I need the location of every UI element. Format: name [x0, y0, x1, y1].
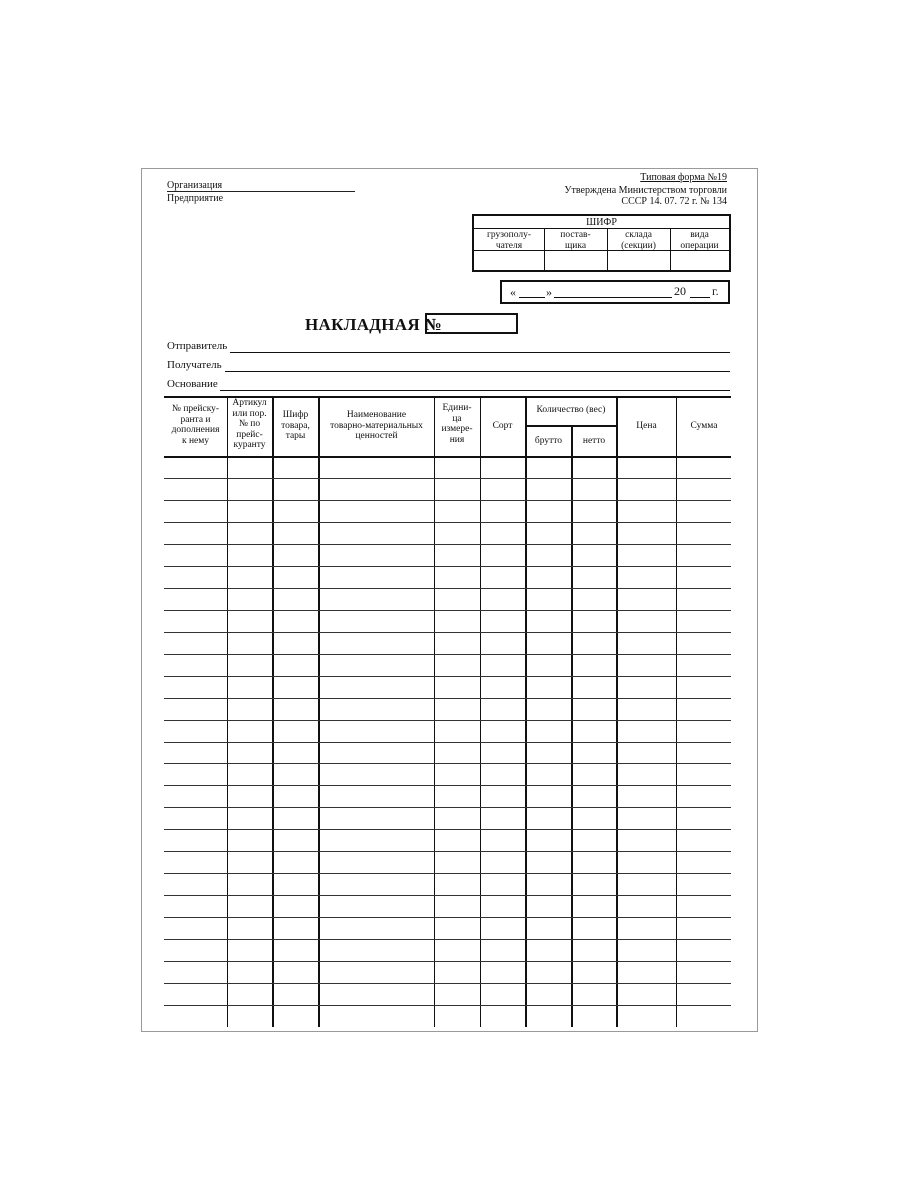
- organization-field: [167, 180, 355, 192]
- table-row: [164, 873, 731, 874]
- date-close-quote: »: [546, 285, 552, 299]
- code-col-consignee: грузополу- чателя: [486, 230, 532, 251]
- date-year-prefix: 20: [674, 284, 686, 298]
- sender-label: Отправитель: [167, 340, 228, 352]
- table-row: [164, 785, 731, 786]
- code-box-title: ШИФР: [586, 217, 617, 228]
- header-grade: Сорт: [492, 421, 513, 431]
- code-col-warehouse: склада (секции): [621, 230, 656, 251]
- date-day-line: [519, 297, 545, 298]
- enterprise-label: Предприятие: [167, 193, 224, 204]
- code-col-supplier: постав- щика: [560, 230, 591, 251]
- header-sum: Сумма: [690, 421, 718, 431]
- table-row: [164, 632, 731, 633]
- table-row: [164, 544, 731, 545]
- form-type-label: Типовая форма №19: [640, 172, 727, 183]
- receiver-label: Получатель: [167, 359, 222, 371]
- table-row: [164, 566, 731, 567]
- document-number-box: [425, 313, 518, 334]
- header-price-list-no: № прейску- ранта и дополнения к нему: [171, 404, 220, 446]
- receiver-line: [225, 371, 730, 372]
- basis-label: Основание: [167, 378, 218, 390]
- table-row: [164, 720, 731, 721]
- table-row: [164, 610, 731, 611]
- table-row: [164, 478, 731, 479]
- table-row: [164, 939, 731, 940]
- date-year-line: [690, 297, 710, 298]
- quantity-subheader-divider: [525, 425, 617, 427]
- approval-line-1: Утверждена Министерством торговли: [564, 185, 727, 196]
- sender-line: [230, 352, 730, 353]
- table-row: [164, 522, 731, 523]
- table-col-divider: [571, 425, 573, 1027]
- table-row: [164, 829, 731, 830]
- goods-table: [164, 396, 731, 1027]
- header-gross: брутто: [534, 436, 563, 446]
- table-row: [164, 1005, 731, 1006]
- approval-line-2: СССР 14. 07. 72 г. № 134: [621, 196, 727, 207]
- table-row: [164, 961, 731, 962]
- table-col-divider: [227, 396, 228, 1027]
- table-row: [164, 917, 731, 918]
- table-header-border: [164, 456, 731, 458]
- table-row: [164, 807, 731, 808]
- table-col-divider: [525, 396, 527, 1027]
- code-col-operation: вида операции: [680, 230, 719, 251]
- table-row: [164, 983, 731, 984]
- table-row: [164, 851, 731, 852]
- header-price: Цена: [636, 421, 657, 431]
- table-row: [164, 895, 731, 896]
- header-unit: Едини- ца измере- ния: [441, 403, 473, 445]
- document-title: НАКЛАДНАЯ №: [305, 315, 442, 334]
- table-col-divider: [318, 396, 320, 1027]
- table-col-divider: [616, 396, 618, 1027]
- table-row: [164, 698, 731, 699]
- code-box-divider: [474, 228, 729, 229]
- table-col-divider: [480, 396, 481, 1027]
- table-row: [164, 654, 731, 655]
- table-col-divider: [676, 396, 677, 1027]
- date-open-quote: «: [510, 285, 516, 299]
- date-box: [500, 280, 730, 304]
- header-goods-code: Шифр товара, тары: [281, 410, 310, 441]
- date-month-line: [554, 297, 672, 298]
- header-net: нетто: [582, 436, 606, 446]
- organization-label: Организация: [167, 180, 223, 191]
- basis-line: [220, 390, 730, 391]
- table-col-divider: [272, 396, 274, 1027]
- code-box: [472, 214, 731, 272]
- table-row: [164, 676, 731, 677]
- table-row: [164, 588, 731, 589]
- table-row: [164, 500, 731, 501]
- table-row: [164, 763, 731, 764]
- header-quantity: Количество (вес): [536, 405, 606, 415]
- date-year-suffix: г.: [712, 284, 719, 298]
- table-row: [164, 742, 731, 743]
- table-col-divider: [434, 396, 435, 1027]
- invoice-form-sheet: [141, 168, 758, 1032]
- header-article: Артикул или пор. № по прейс- куранту: [232, 398, 267, 450]
- header-goods-name: Наименование товарно-материальных ценностей: [330, 410, 423, 441]
